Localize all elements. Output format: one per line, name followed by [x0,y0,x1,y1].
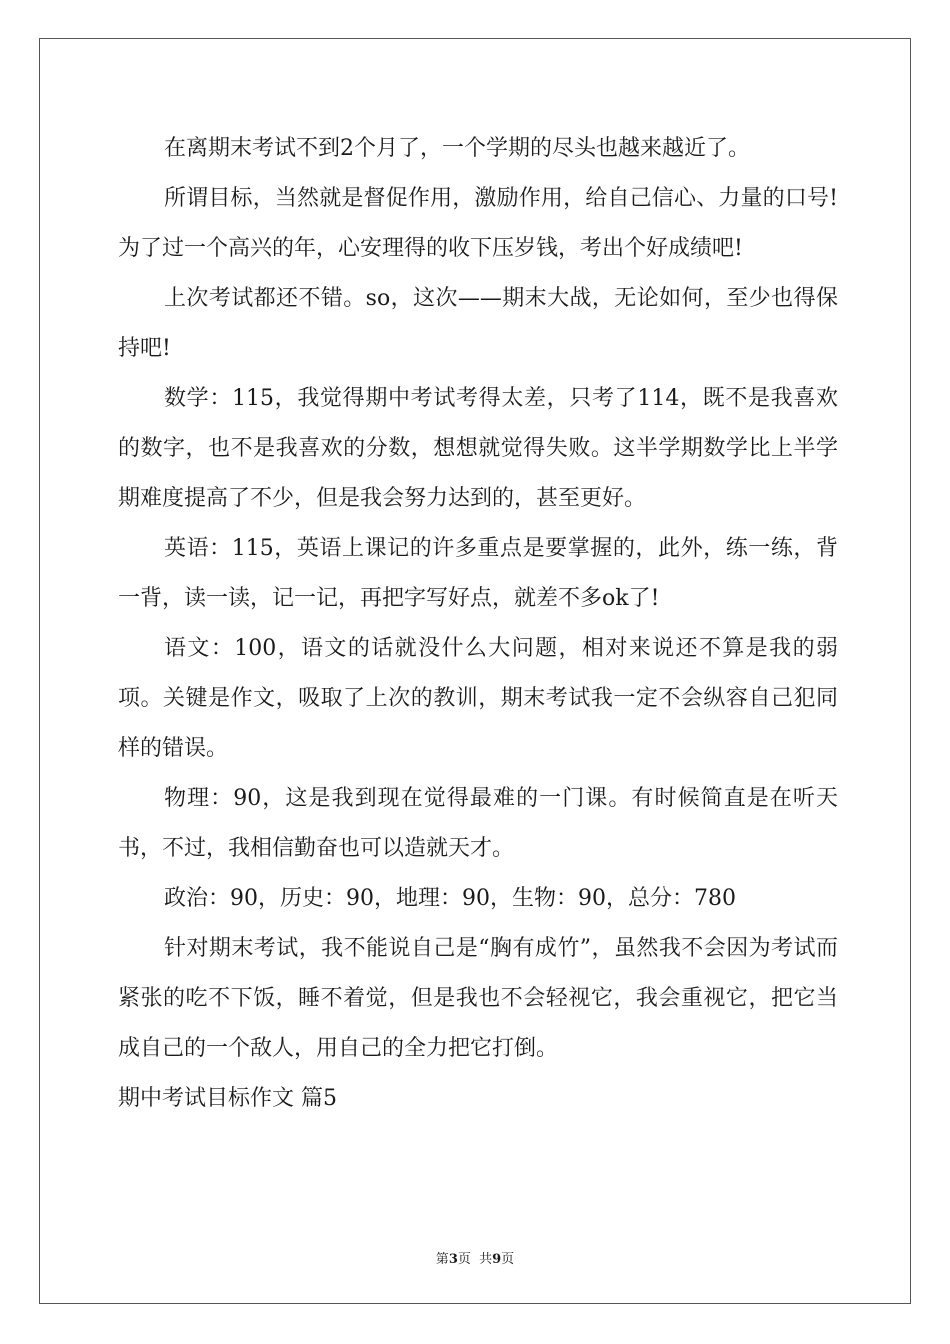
paragraph-9: 针对期末考试，我不能说自己是“胸有成竹”，虽然我不会因为考试而紧张的吃不下饭，睡不着觉，但是我也不会轻视它，我会重视它，把它当成自己的一个敌人，用自己的全力把它打倒。 [118,936,838,1061]
paragraph-6: 语文：100，语文的话就没什么大问题，相对来说还不算是我的弱项。关键是作文，吸取了上次的教训，期末考试我一定不会纵容自己犯同样的错误。 [118,636,838,761]
paragraph-4: 数学：115，我觉得期中考试考得太差，只考了114，既不是我喜欢的数字，也不是我喜欢的分数，想想就觉得失败。这半学期数学比上半学期难度提高了不少，但是我会努力达到的，甚至更好。 [118,386,838,511]
footer-middle: 页 共 [457,1252,493,1267]
paragraph-2: 所谓目标，当然就是督促作用，激励作用，给自己信心、力量的口号!为了过一个高兴的年，心安理得的收下压岁钱，考出个好成绩吧! [118,186,838,261]
footer-suffix: 页 [501,1252,515,1267]
paragraph-3: 上次考试都还不错。so，这次——期末大战，无论如何，至少也得保持吧! [118,286,838,361]
current-page-number: 3 [448,1252,458,1267]
footer-prefix: 第 [435,1252,449,1267]
paragraph-1: 在离期末考试不到2个月了，一个学期的尽头也越来越近了。 [164,136,750,161]
paragraph-5: 英语：115，英语上课记的许多重点是要掌握的，此外，练一练，背一背，读一读，记一记，再把字写好点，就差不多ok了! [118,536,838,611]
section-heading: 期中考试目标作文 篇5 [118,1086,337,1111]
page-footer [0,1248,950,1267]
total-page-count: 9 [492,1252,502,1267]
paragraph-8: 政治：90，历史：90，地理：90，生物：90，总分：780 [164,886,736,911]
paragraph-7: 物理：90，这是我到现在觉得最难的一门课。有时候简直是在听天书，不过，我相信勤奋也可以造就天才。 [118,786,838,861]
document-body [118,124,838,1124]
